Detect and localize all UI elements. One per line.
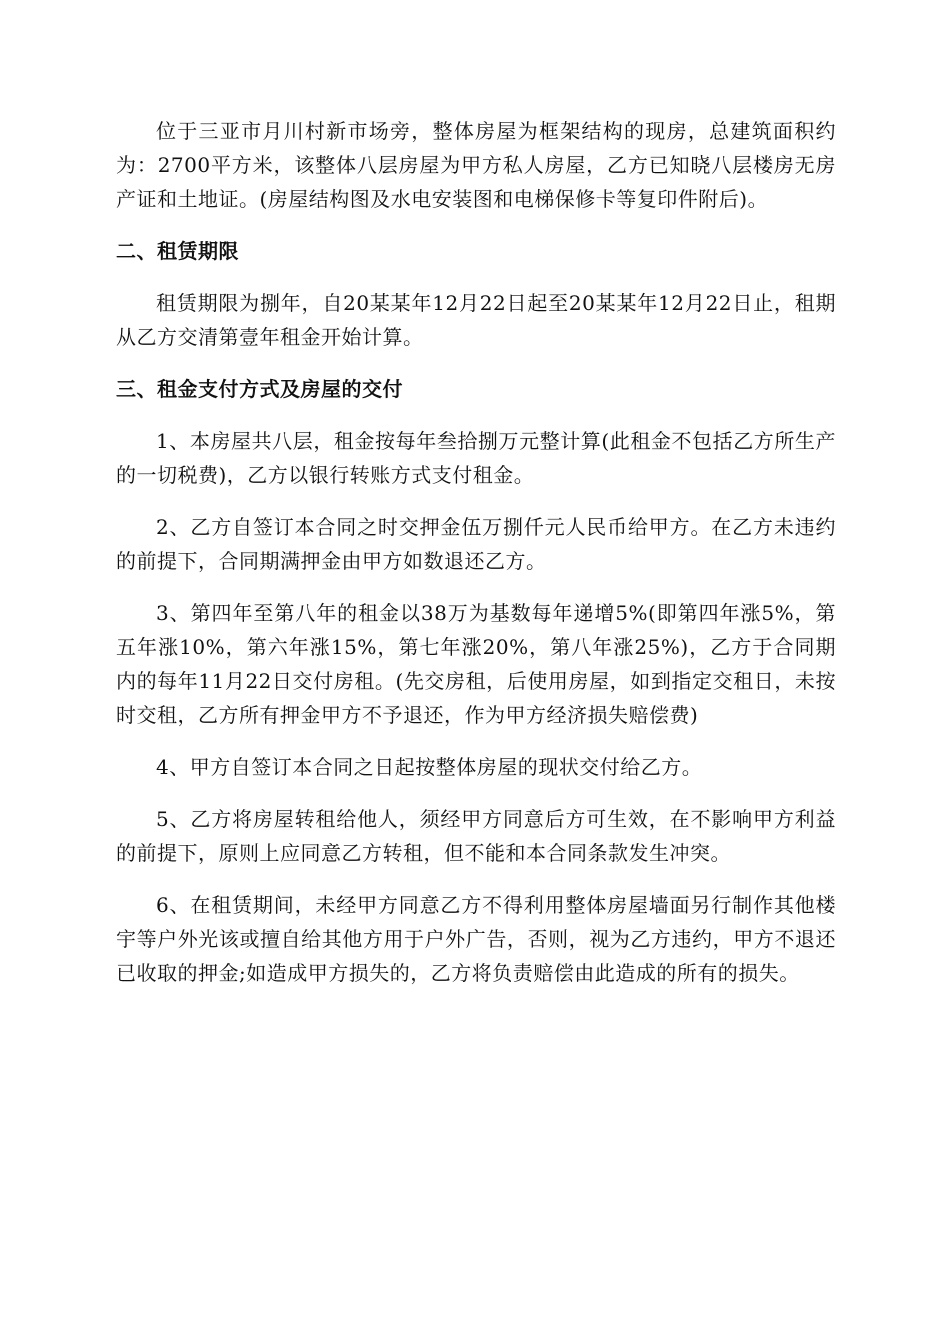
section-heading-lease-term: 二、租赁期限 <box>116 239 239 263</box>
paragraph-clause-3: 3、第四年至第八年的租金以38万为基数每年递增5%(即第四年涨5%，第五年涨10%，第六年涨15%，第七年涨20%，第八年涨25%)，乙方于合同期内的每年11月22日交付房租。(先交房租，后使用房屋，如到指定交租日，未按时交租，乙方所有押金甲方不予退还，作为甲方经济损失赔偿费) <box>116 601 836 727</box>
paragraph-clause-2: 2、乙方自签订本合同之时交押金伍万捌仟元人民币给甲方。在乙方未违约的前提下，合同期满押金由甲方如数退还乙方。 <box>116 515 836 573</box>
section-heading-rent-payment: 三、租金支付方式及房屋的交付 <box>116 377 403 401</box>
paragraph-clause-5: 5、乙方将房屋转租给他人，须经甲方同意后方可生效，在不影响甲方利益的前提下，原则上应同意乙方转租，但不能和本合同条款发生冲突。 <box>116 807 836 865</box>
paragraph-property-description: 位于三亚市月川村新市场旁，整体房屋为框架结构的现房，总建筑面积约为：2700平方米，该整体八层房屋为甲方私人房屋，乙方已知晓八层楼房无房产证和土地证。(房屋结构图及水电安装图和电梯保修卡等复印件附后)。 <box>116 119 836 211</box>
paragraph-clause-1: 1、本房屋共八层，租金按每年叁拾捌万元整计算(此租金不包括乙方所生产的一切税费)，乙方以银行转账方式支付租金。 <box>116 429 836 487</box>
document-page <box>116 114 836 1008</box>
paragraph-clause-4: 4、甲方自签订本合同之日起按整体房屋的现状交付给乙方。 <box>156 755 703 779</box>
paragraph-lease-term: 租赁期限为捌年，自20某某年12月22日起至20某某年12月22日止，租期从乙方交清第壹年租金开始计算。 <box>116 291 836 349</box>
paragraph-clause-6: 6、在租赁期间，未经甲方同意乙方不得利用整体房屋墙面另行制作其他楼宇等户外光该或擅自给其他方用于户外广告，否则，视为乙方违约，甲方不退还已收取的押金;如造成甲方损失的，乙方将负责赔偿由此造成的所有的损失。 <box>116 893 836 985</box>
